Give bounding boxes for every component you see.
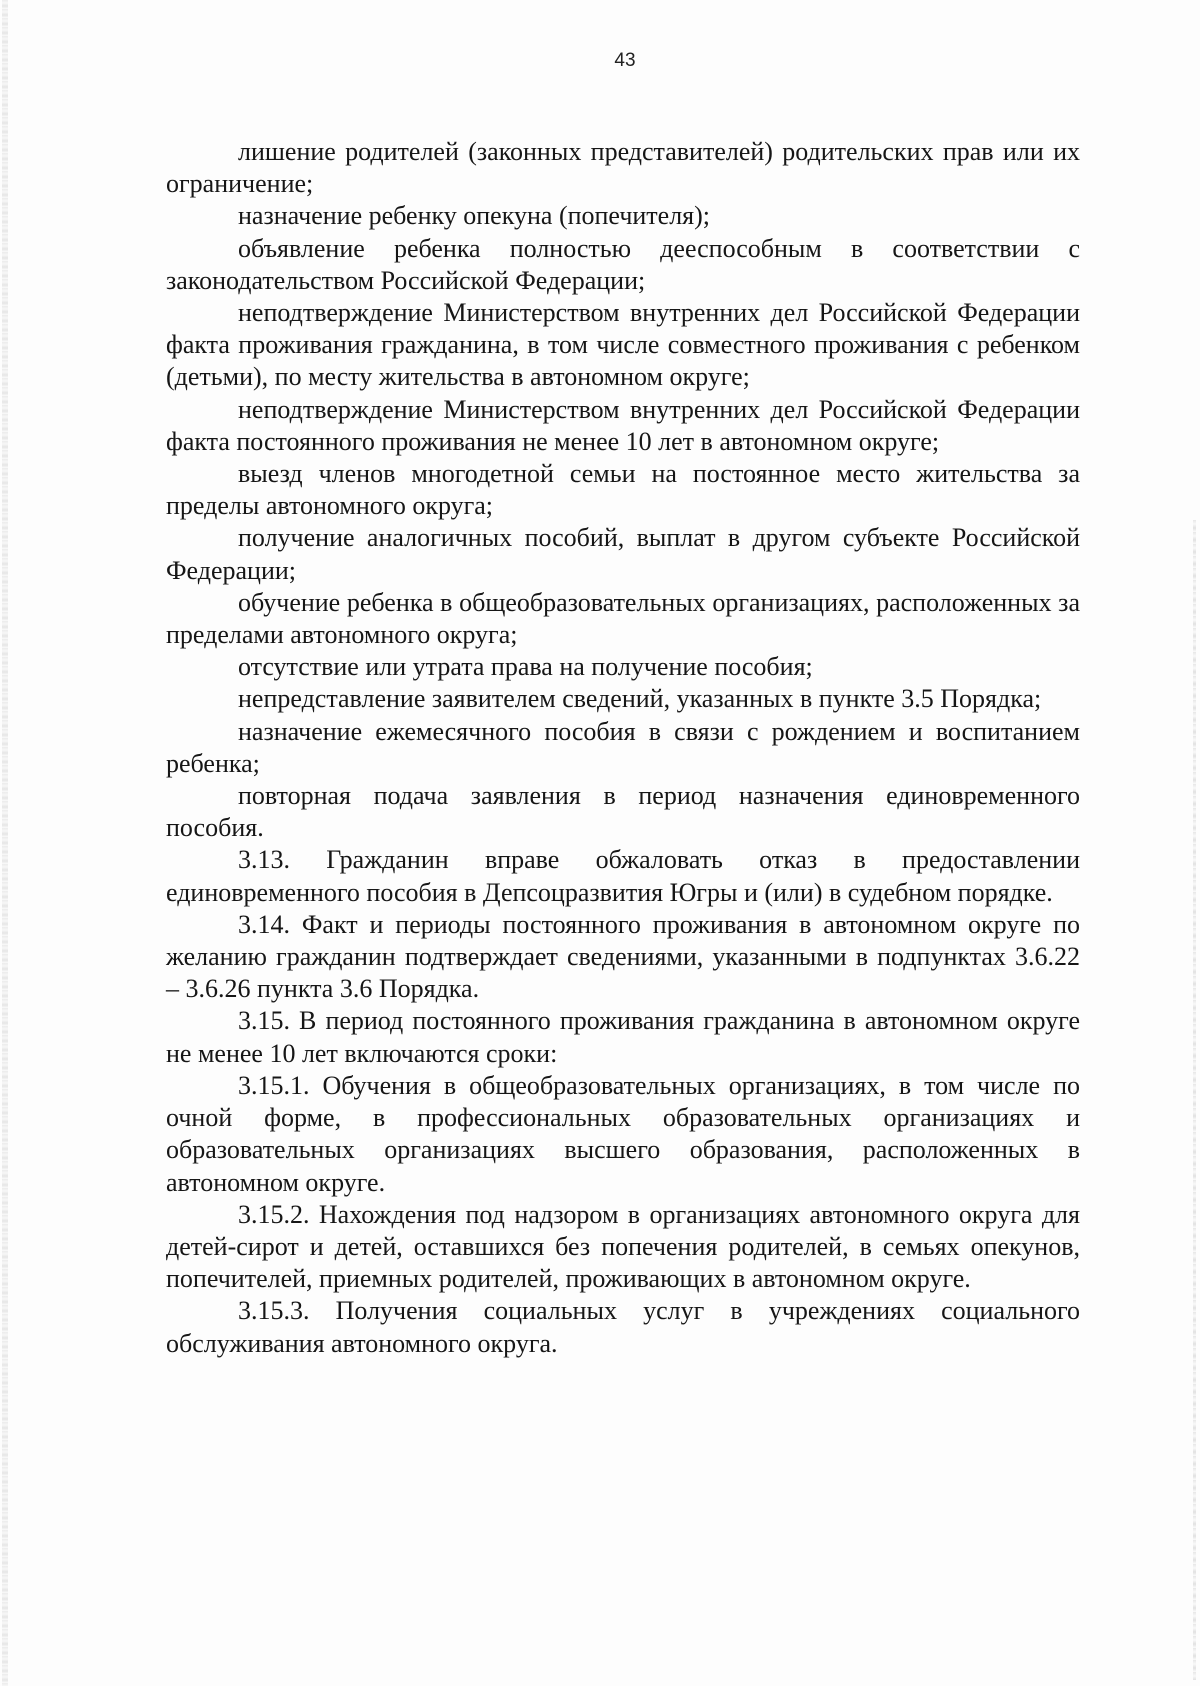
clause-3-13: 3.13. Гражданин вправе обжаловать отказ в предоставлении единовременного пособия в Депсоцразвития Югры и (или) в судебном порядке. xyxy=(166,845,1080,907)
clause-3-15-1: 3.15.1. Обучения в общеобразовательных организациях, в том числе по очной форме, в профессиональных образовательных организациях и образовательных организациях высшего образования, расположенных в автономном округе. xyxy=(166,1070,1080,1197)
paragraph-10-year-residence-not-confirmed: неподтверждение Министерством внутренних дел Российской Федерации факта постоянного проживания не менее 10 лет в автономном округе; xyxy=(166,394,1080,456)
page-number: 43 xyxy=(614,50,636,71)
paragraph-full-capacity-declaration: объявление ребенка полностью дееспособным в соответствии с законодательством Российской Федерации; xyxy=(166,233,1080,295)
clause-3-15-2: 3.15.2. Нахождения под надзором в организациях автономного округа для детей-сирот и детей, оставшихся без попечения родителей, в семьях опекунов, попечителей, приемных родителей, проживающих в автономном округе. xyxy=(166,1199,1080,1294)
paragraph-deprivation-of-parental-rights: лишение родителей (законных представителей) родительских прав или их ограничение; xyxy=(166,137,1080,199)
scan-edge-right xyxy=(1193,520,1196,1680)
paragraph-similar-benefits-elsewhere: получение аналогичных пособий, выплат в другом субъекте Российской Федерации; xyxy=(166,523,1080,585)
clause-3-14: 3.14. Факт и периоды постоянного проживания в автономном округе по желанию гражданин подтверждает сведениями, указанными в подпунктах 3.6.22 – 3.6.26 пункта 3.6 Порядка. xyxy=(166,909,1080,1004)
clause-3-15-3: 3.15.3. Получения социальных услуг в учреждениях социального обслуживания автономного округа. xyxy=(166,1296,1080,1358)
paragraph-loss-of-right: отсутствие или утрата права на получение пособия; xyxy=(238,652,813,682)
scan-edge-left xyxy=(2,0,8,1686)
paragraph-repeated-application: повторная подача заявления в период назначения единовременного пособия. xyxy=(166,781,1080,843)
paragraph-education-outside-district: обучение ребенка в общеобразовательных организациях, расположенных за пределами автономного округа; xyxy=(166,587,1080,650)
paragraph-missing-information: непредставление заявителем сведений, указанных в пункте 3.5 Порядка; xyxy=(238,684,1042,714)
clause-3-15: 3.15. В период постоянного проживания гражданина в автономном округе не менее 10 лет включаются сроки: xyxy=(166,1006,1080,1068)
paragraph-guardian-appointment: назначение ребенку опекуна (попечителя); xyxy=(238,201,711,231)
document-body xyxy=(166,136,1080,1360)
paragraph-residence-not-confirmed: неподтверждение Министерством внутренних дел Российской Федерации факта проживания гражданина, в том числе совместного проживания с ребенком (детьми), по месту жительства в автономном округе; xyxy=(166,298,1080,392)
paragraph-monthly-allowance: назначение ежемесячного пособия в связи с рождением и воспитанием ребенка; xyxy=(166,716,1080,778)
paragraph-family-relocation: выезд членов многодетной семьи на постоянное место жительства за пределы автономного округа; xyxy=(166,459,1080,521)
